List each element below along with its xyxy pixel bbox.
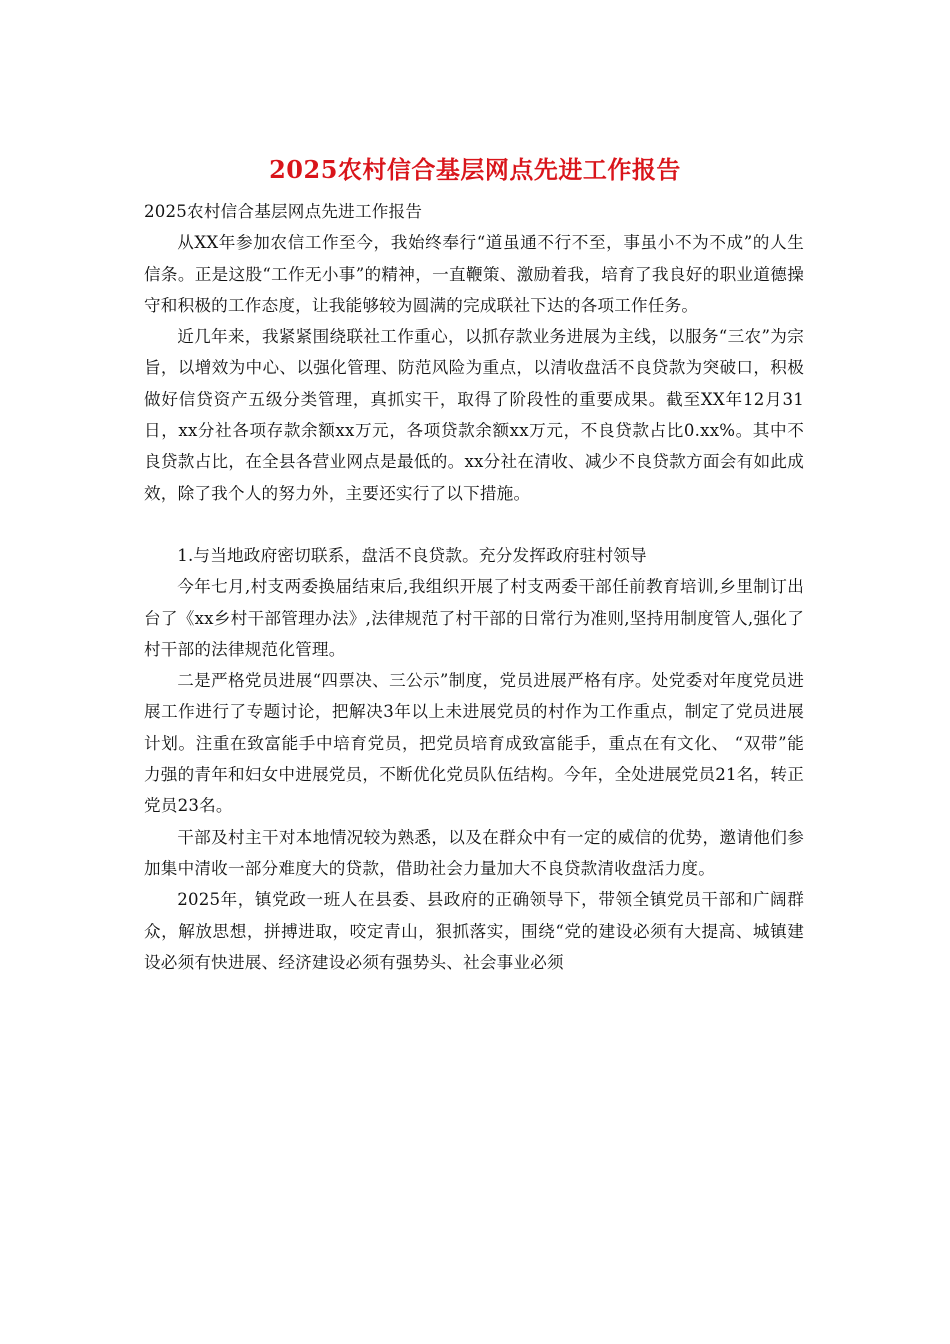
paragraph-spacer: [144, 509, 804, 540]
document-title: 2025农村信合基层网点先进工作报告: [269, 155, 681, 184]
paragraph-2025: 2025年，镇党政一班人在县委、县政府的正确领导下，带领全镇党员干部和广阔群众，解放思想，拼搏进取，咬定青山，狠抓落实，围绕“党的建设必须有大提高、城镇建设必须有快进展、经济建设必须有强势头、社会事业必须: [144, 890, 804, 972]
paragraph-training: 今年七月,村支两委换届结束后,我组织开展了村支两委干部任前教育培训,乡里制订出台了《xx乡村干部管理办法》,法律规范了村干部的日常行为准则,坚持用制度管人,强化了村干部的法律规范化管理。: [144, 577, 804, 659]
paragraph-collection: 干部及村主干对本地情况较为熟悉，以及在群众中有一定的威信的优势，邀请他们参加集中清收一部分难度大的贷款，借助社会力量加大不良贷款清收盘活力度。: [144, 827, 804, 878]
paragraph-intro: 从XX年参加农信工作至今，我始终奉行“道虽通不行不至，事虽小不为不成”的人生信条。正是这股“工作无小事”的精神，一直鞭策、激励着我，培育了我良好的职业道德操守和积极的工作态度，让我能够较为圆满的完成联社下达的各项工作任务。: [144, 233, 804, 315]
paragraph-achievements: 近几年来，我紧紧围绕联社工作重心，以抓存款业务进展为主线，以服务“三农”为宗旨，以增效为中心、以强化管理、防范风险为重点，以清收盘活不良贷款为突破口，积极做好信贷资产五级分类管理，真抓实干，取得了阶段性的重要成果。截至XX年12月31日，xx分社各项存款余额xx万元，各项贷款余额xx万元，不良贷款占比0.xx%。其中不良贷款占比，在全县各营业网点是最低的。xx分社在清收、减少不良贷款方面会有如此成效，除了我个人的努力外，主要还实行了以下措施。: [144, 327, 804, 503]
document-subtitle: 2025农村信合基层网点先进工作报告: [144, 202, 423, 221]
paragraph-measure-1: 1.与当地政府密切联系，盘活不良贷款。充分发挥政府驻村领导: [177, 545, 647, 565]
document-body: [144, 196, 804, 978]
paragraph-party-members: 二是严格党员进展“四票决、三公示”制度，党员进展严格有序。处党委对年度党员进展工作进行了专题讨论，把解决3年以上未进展党员的村作为工作重点，制定了党员进展计划。注重在致富能手中培育党员，把党员培育成致富能手，重点在有文化、 “双带”能力强的青年和妇女中进展党员，不断优化党员队伍结构。今年，全处进展党员21名，转正党员23名。: [144, 671, 804, 816]
